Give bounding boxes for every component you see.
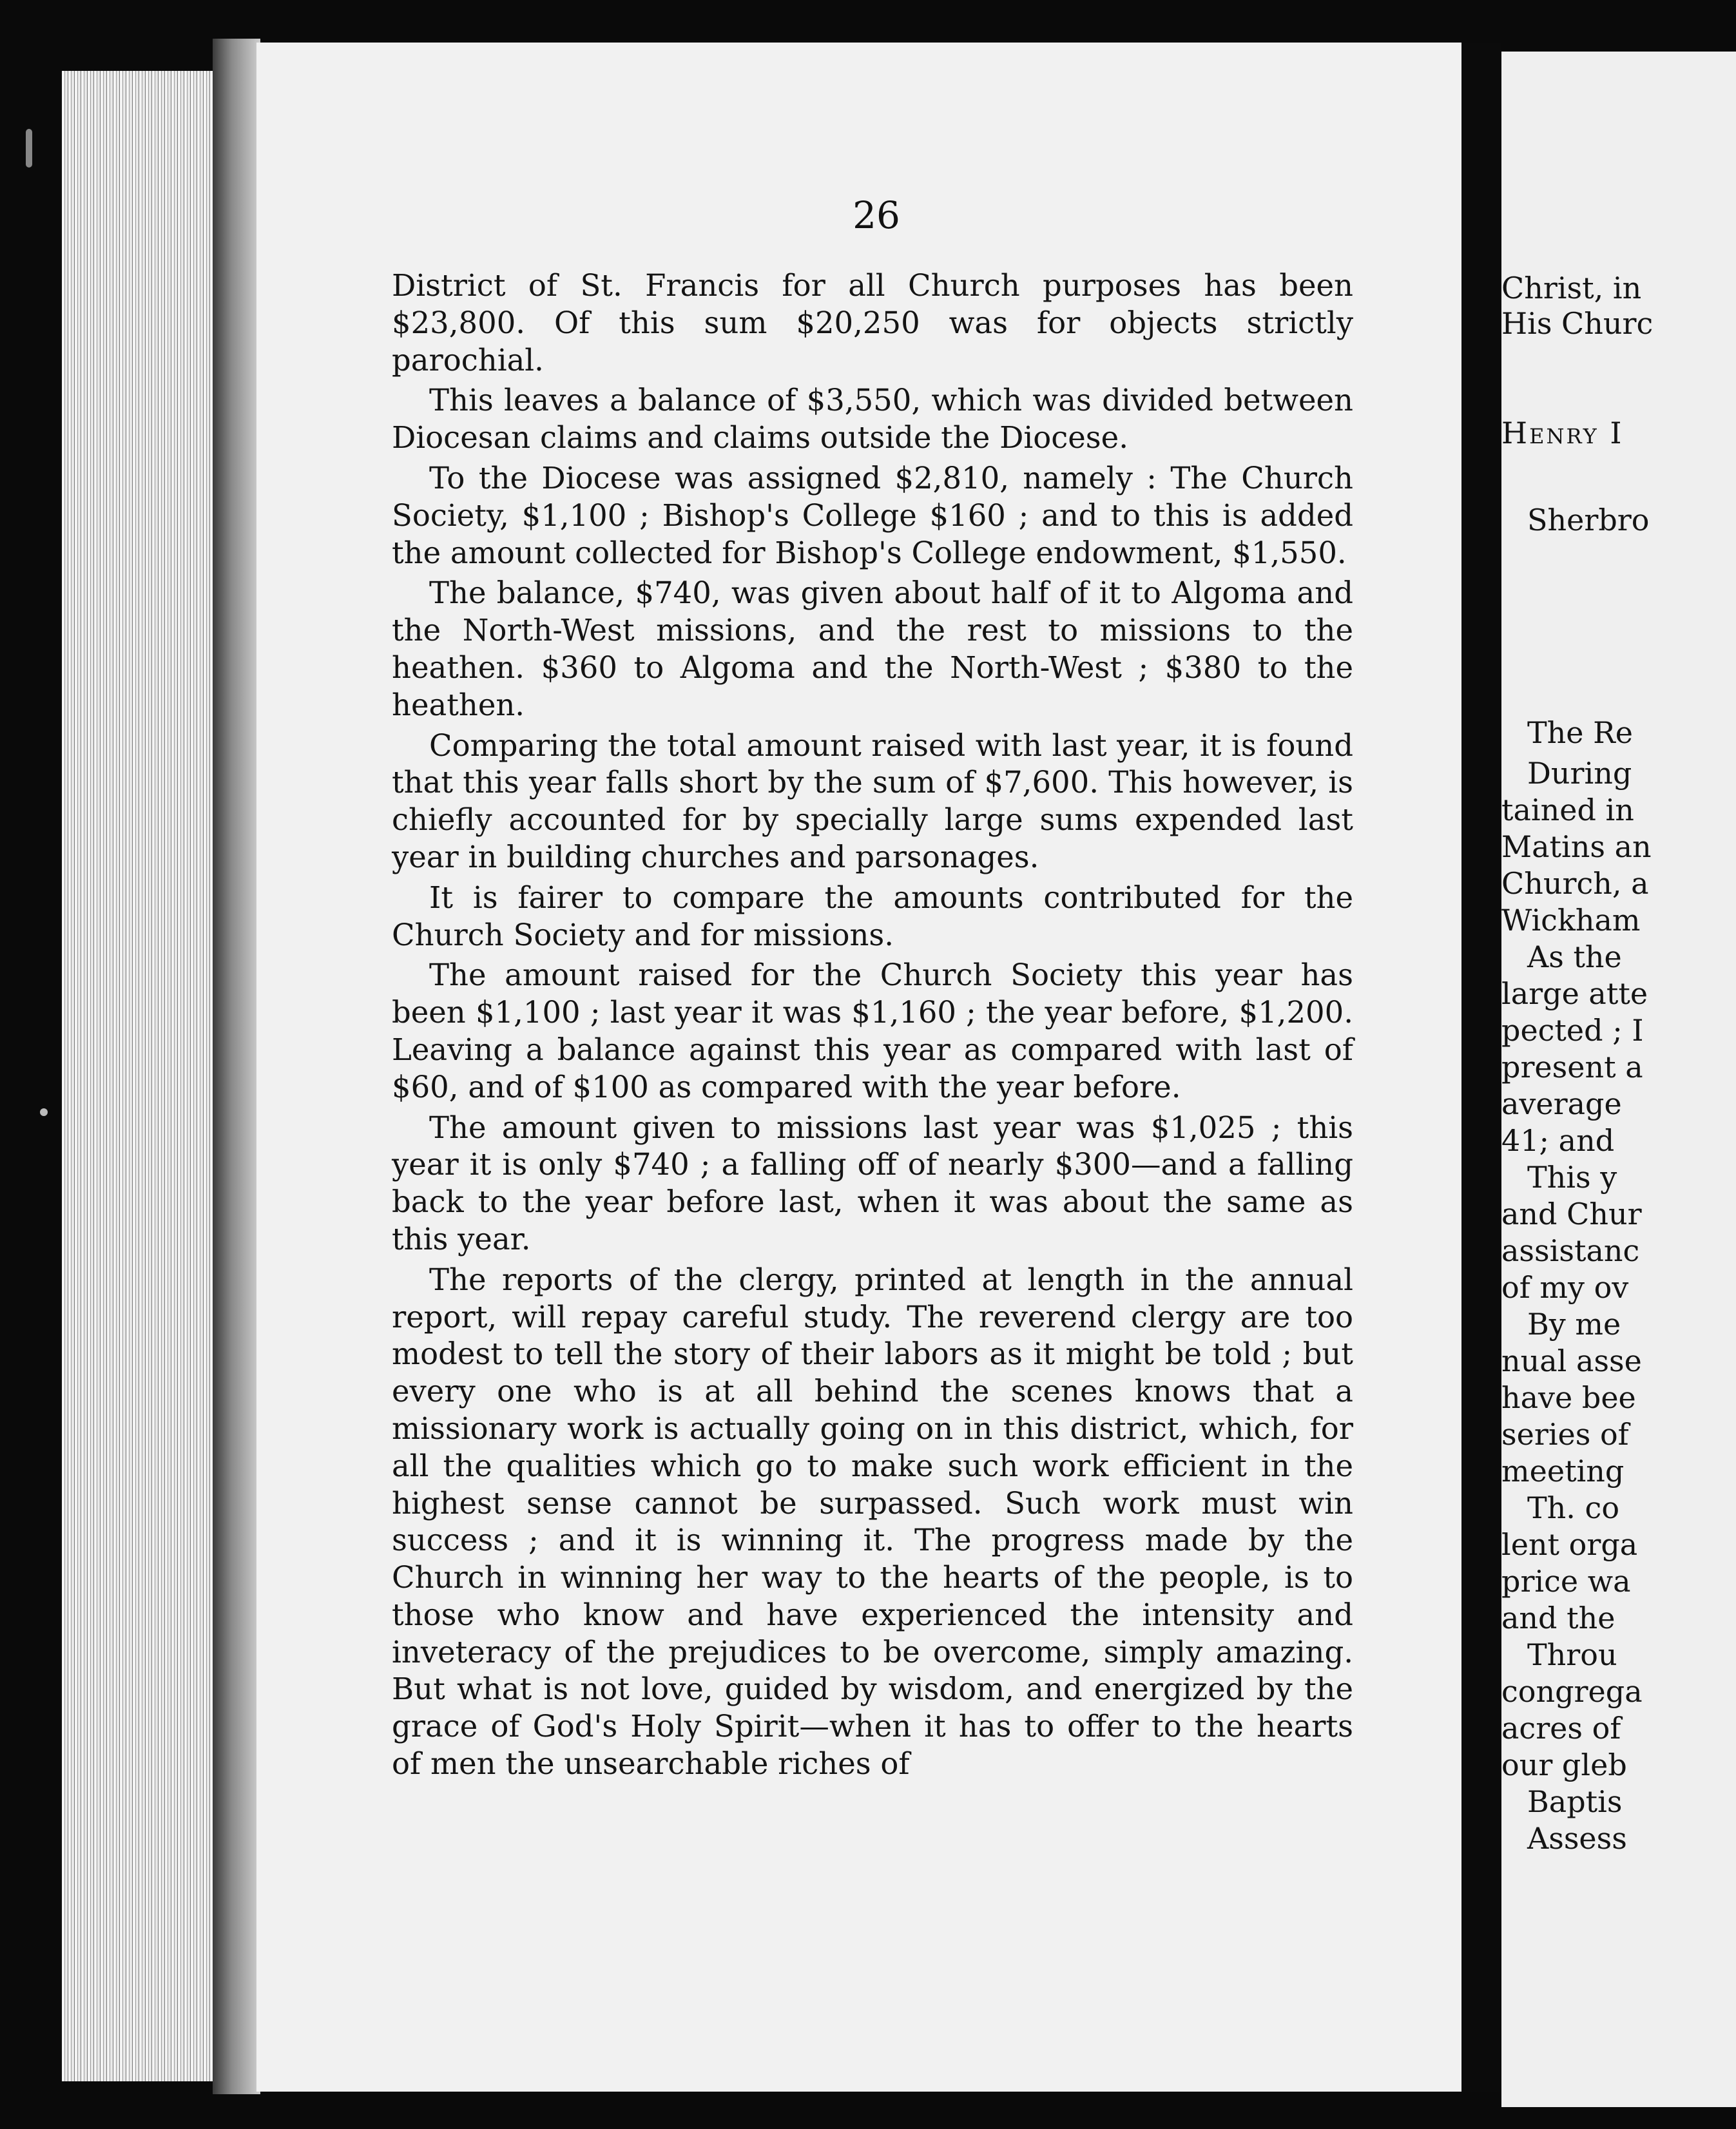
right-line: have bee bbox=[1501, 1380, 1636, 1415]
right-line: His Churc bbox=[1501, 306, 1654, 341]
paragraph-1: District of St. Francis for all Church purposes has been $23,800. Of this sum $20,250 was for objects strictly parochial. bbox=[392, 268, 1353, 378]
paragraph-7: The amount raised for the Church Society this year has been $1,100 ; last year it was $1,160 ; the year before, $1,200. Leaving a balance against this year as compared with last of $60, and of $100 as compared with the year before. bbox=[392, 958, 1353, 1104]
page-number: 26 bbox=[853, 193, 900, 237]
right-line: This y bbox=[1527, 1160, 1617, 1195]
paragraph-5: Comparing the total amount raised with last year, it is found that this year falls short by the sum of $7,600. This however, is chiefly accounted for by specially large sums expended last year in building churches and parsonages. bbox=[392, 727, 1353, 874]
book-page-edges bbox=[62, 71, 229, 2081]
right-line: lent orga bbox=[1501, 1527, 1638, 1562]
right-line: Baptis bbox=[1527, 1784, 1623, 1819]
right-line: average bbox=[1501, 1086, 1622, 1121]
right-line: Christ, in bbox=[1501, 271, 1642, 305]
right-line: our gleb bbox=[1501, 1748, 1627, 1782]
right-line: acres of bbox=[1501, 1711, 1621, 1746]
right-line: Throu bbox=[1527, 1637, 1617, 1672]
right-line: Wickham bbox=[1501, 903, 1641, 938]
paragraph-3: To the Diocese was assigned $2,810, namely : The Church Society, $1,100 ; Bishop's College $160 ; and to this is added the amount collected for Bishop's College endowment, $1,550. bbox=[392, 460, 1353, 570]
book-spine-shadow bbox=[213, 39, 260, 2094]
right-line: As the bbox=[1527, 939, 1622, 974]
right-line: During bbox=[1527, 756, 1632, 791]
right-heading: Henry I bbox=[1501, 416, 1624, 450]
right-line: price wa bbox=[1501, 1564, 1631, 1599]
right-line: Sherbro bbox=[1527, 503, 1650, 537]
right-line: pected ; I bbox=[1501, 1013, 1644, 1048]
paragraph-8: The amount given to missions last year was $1,025 ; this year it is only $740 ; a falling off of nearly $300—and a falling back to the year before last, when it was about the same as this year. bbox=[392, 1110, 1353, 1257]
right-line: Th. co bbox=[1527, 1490, 1620, 1525]
page-gutter bbox=[1461, 43, 1501, 2092]
right-line: series of bbox=[1501, 1417, 1629, 1452]
right-line: 41; and bbox=[1501, 1123, 1615, 1158]
paragraph-9: The reports of the clergy, printed at length in the annual report, will repay careful study. The reverend clergy are too modest to tell the story of their labors as it might be told ; but every one who is at all behind the scenes knows that a missionary work is actually going on in this district, which, for all the qualities which go to make such work efficient in the highest sense cannot be surpassed. Such work must win success ; and it is winning it. The progress made by the Church in winning her way to the hearts of the people, is to those who know and have experienced the intensity and inveteracy of the prejudices to be overcome, simply amazing. But what is not love, guided by wisdom, and energized by the grace of God's Holy Spirit—when it has to offer to the hearts of men the unsearchable riches of bbox=[392, 1262, 1353, 1782]
right-line: of my ov bbox=[1501, 1270, 1629, 1305]
right-line: meeting bbox=[1501, 1454, 1625, 1488]
right-line: By me bbox=[1527, 1307, 1621, 1342]
right-line: Church, a bbox=[1501, 866, 1649, 901]
right-page bbox=[1501, 52, 1736, 2107]
right-line: The Re bbox=[1527, 715, 1634, 750]
paragraph-4: The balance, $740, was given about half of it to Algoma and the North-West missions, and the rest to missions to the heathen. $360 to Algoma and the North-West ; $380 to the heathen. bbox=[392, 575, 1353, 722]
paragraph-2: This leaves a balance of $3,550, which was divided between Diocesan claims and claims outside the Diocese. bbox=[392, 383, 1353, 456]
right-line: assistanc bbox=[1501, 1233, 1640, 1268]
paragraph-6: It is fairer to compare the amounts contributed for the Church Society and for missions. bbox=[392, 880, 1353, 952]
right-line: Assess bbox=[1527, 1821, 1627, 1856]
right-line: present a bbox=[1501, 1050, 1643, 1084]
right-line: and Chur bbox=[1501, 1197, 1642, 1231]
right-line: and the bbox=[1501, 1601, 1615, 1635]
left-page-body bbox=[392, 267, 1353, 1786]
right-line: nual asse bbox=[1501, 1344, 1642, 1378]
scan-artifact bbox=[40, 1108, 48, 1116]
right-line: tained in bbox=[1501, 793, 1634, 827]
right-line: congrega bbox=[1501, 1674, 1643, 1709]
right-line: large atte bbox=[1501, 976, 1648, 1011]
right-line: Matins an bbox=[1501, 829, 1652, 864]
scan-artifact bbox=[26, 129, 32, 168]
